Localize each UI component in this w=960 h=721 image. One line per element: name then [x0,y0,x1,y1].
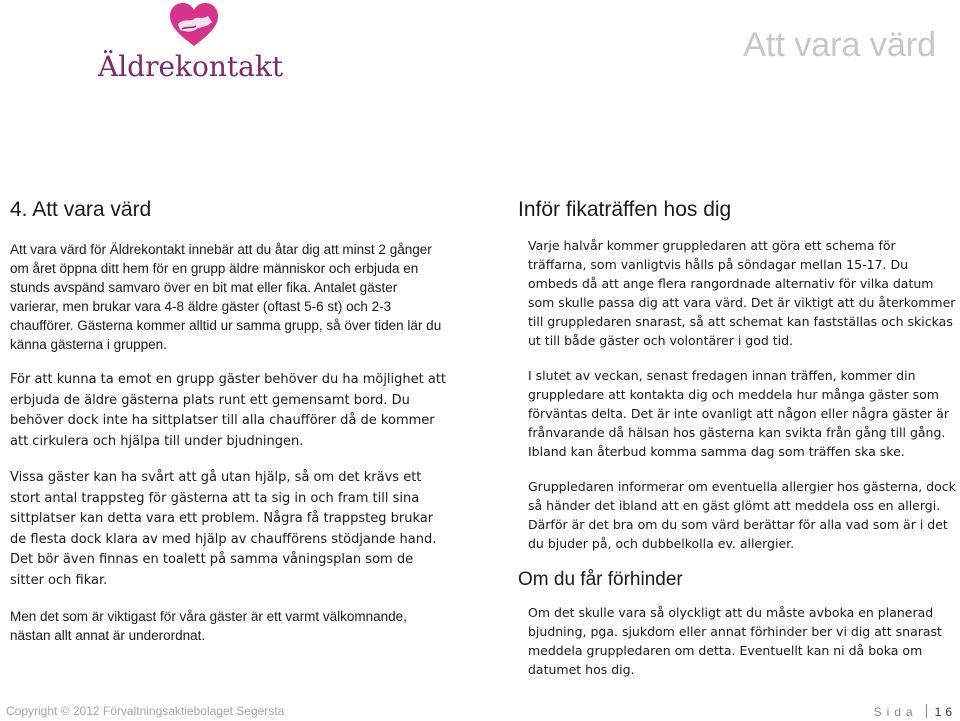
right-column [518,198,958,695]
section-heading: 4. Att vara värd [10,198,152,221]
page-header-title: Att vara värd [743,26,936,64]
body-paragraph: Varje halvår kommer gruppledaren att göra ett schema för träffarna, som vanligtvis hålls på söndagar mellan 15-17. Du ombeds då att ange flera rangordnade alternativ för vilka datum som skulle passa dig att vara värd. Det är viktigt att du återkommer till gruppledaren snarast, så att schemat kan fastställas och skickas ut till både gäster och volontärer i god tid. [528,238,956,348]
organization-logo [96,0,296,86]
copyright-notice: Copyright © 2012 Förvaltningsaktiebolaget Segersta [6,704,285,718]
body-paragraph: Om det skulle vara så olyckligt att du måste avboka en planerad bjudning, pga. sjukdom eller annat förhinder ber vi dig att snarast meddela gruppledaren om detta. Eventuellt kan ni då boka om datumet hos dig. [528,605,942,677]
body-paragraph: Gruppledaren informerar om eventuella allergier hos gästerna, dock så händer det ibland att en gäst glömt att meddela oss en allergi. Därför är det bra om du som värd berättar för alla vad som är i det du bjuder på, och dubbelkolla ev. allergier. [528,479,956,551]
page-footer [0,704,960,721]
left-column [10,198,448,661]
logo-wordmark: Äldrekontakt [98,50,284,83]
subsection-heading: Om du får förhinder [518,569,683,590]
page-indicator [874,704,956,719]
section-heading: Inför fikaträffen hos dig [518,198,732,221]
page-label: Sida [873,705,918,719]
body-paragraph: Att vara värd för Äldrekontakt innebär att du åtar dig att minst 2 gånger om året öppna ditt hem för en grupp äldre människor och erbjuda en stunds avspänd samvaro över en bit mat eller fika. Antalet gäster varierar, men brukar vara 4-8 äldre gäster (oftast 5-6 st) och 2-3 chaufförer. Gästerna kommer alltid ur samma grupp, så över tiden lär du känna gästerna i gruppen. [10,242,442,352]
body-paragraph: I slutet av veckan, senast fredagen innan träffen, kommer din gruppledare att kontakta dig och meddela hur många gäster som förväntas delta. Det är inte ovanligt att någon eller några gäster är frånvarande då hälsan hos gästerna kan svikta från gång till gång. Ibland kan återbud komma samma dag som träffen ska ske. [528,368,949,459]
page-divider [926,704,927,718]
heart-hands-icon [168,2,220,48]
page-number: 16 [934,705,956,719]
body-paragraph: Men det som är viktigast för våra gäster är ett varmt välkomnande, nästan allt annat är underordnat. [10,609,407,643]
body-paragraph: För att kunna ta emot en grupp gäster behöver du ha möjlighet att erbjuda de äldre gästerna plats runt ett gemensamt bord. Du behöver dock inte ha sittplatser till alla chaufförer då de kommer att cirkulera och hjälpa till under bjudningen. [10,372,447,449]
body-paragraph: Vissa gäster kan ha svårt att gå utan hjälp, så om det krävs ett stort antal trappsteg för gästerna att ta sig in och fram till sina sittplatser kan detta vara ett problem. Några få trappsteg brukar de flesta dock klara av med hjälp av chaufförens stödjande hand. Det bör även finnas en toalett på samma våningsplan som de sitter och fikar. [10,470,437,588]
